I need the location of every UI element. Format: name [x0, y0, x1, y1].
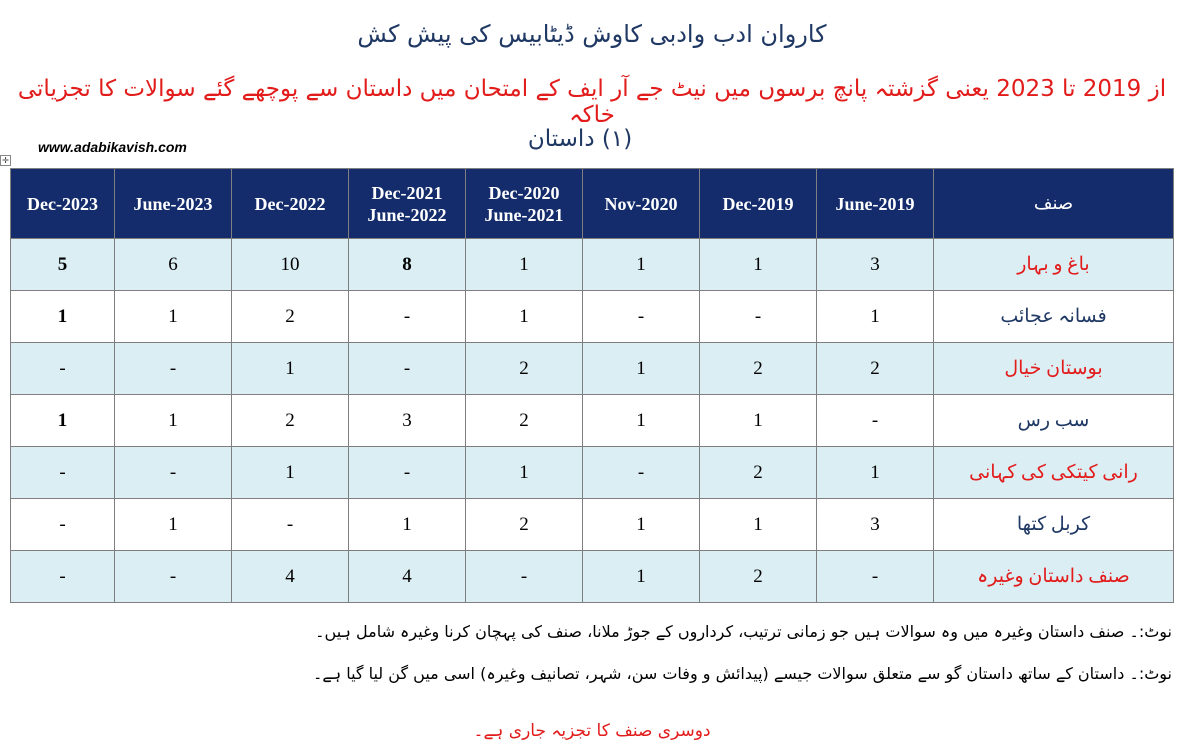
table-cell: -	[349, 343, 466, 395]
page-title: کاروان ادب وادبی کاوش ڈیٹابیس کی پیش کش	[357, 20, 827, 48]
table-cell: -	[11, 551, 115, 603]
table-cell: -	[11, 447, 115, 499]
table-cell: -	[115, 551, 232, 603]
column-header: Dec-2022	[232, 169, 349, 239]
table-row	[11, 291, 1174, 343]
table-body	[11, 239, 1174, 603]
footer-next-analysis: دوسری صنف کا تجزیہ جاری ہے۔	[473, 721, 711, 741]
table-cell: 1	[700, 239, 817, 291]
table-cell: 1	[583, 395, 700, 447]
table-row	[11, 499, 1174, 551]
table-cell: 4	[232, 551, 349, 603]
genre-cell: فسانہ عجائب	[934, 291, 1174, 343]
table-cell: 2	[700, 447, 817, 499]
table-cell: 2	[232, 395, 349, 447]
table-row	[11, 343, 1174, 395]
table-cell: 2	[817, 343, 934, 395]
column-header: Nov-2020	[583, 169, 700, 239]
table-cell: 2	[700, 551, 817, 603]
genre-cell: رانی کیتکی کی کہانی	[934, 447, 1174, 499]
table-cell: 1	[232, 447, 349, 499]
table-cell: 1	[583, 499, 700, 551]
table-cell: 1	[115, 395, 232, 447]
table-move-handle-icon[interactable]: ✛	[0, 155, 11, 166]
table-row	[11, 395, 1174, 447]
table-cell: 1	[466, 239, 583, 291]
table-cell: 2	[232, 291, 349, 343]
table-cell: 1	[700, 499, 817, 551]
note-genre-definition: نوٹ:۔ صنف داستان وغیرہ میں وہ سوالات ہیں جو زمانی ترتیب، کرداروں کے جوڑ ملانا، صنف کی پہچان کرنا وغیرہ شامل ہیں۔	[315, 622, 1172, 641]
table-cell: 2	[466, 499, 583, 551]
table-cell: 1	[115, 291, 232, 343]
table-cell: 1	[700, 395, 817, 447]
table-cell: 10	[232, 239, 349, 291]
table-cell: 3	[817, 239, 934, 291]
table-row	[11, 447, 1174, 499]
table-cell: 2	[466, 343, 583, 395]
table-cell: 1	[583, 343, 700, 395]
analysis-table	[10, 168, 1174, 603]
section-title: (۱) داستان	[527, 126, 633, 152]
table-cell: 1	[11, 291, 115, 343]
table-cell: 1	[817, 291, 934, 343]
genre-cell: سب رس	[934, 395, 1174, 447]
table-row	[11, 551, 1174, 603]
table-cell: 2	[700, 343, 817, 395]
genre-column-header: صنف	[934, 169, 1174, 239]
table-cell: -	[583, 447, 700, 499]
table-cell: 1	[349, 499, 466, 551]
table-cell: -	[700, 291, 817, 343]
table-cell: 1	[466, 447, 583, 499]
table-cell: 3	[817, 499, 934, 551]
table-cell: 1	[115, 499, 232, 551]
table-header-row	[11, 169, 1174, 239]
table-cell: -	[583, 291, 700, 343]
table-cell: 1	[466, 291, 583, 343]
table-row	[11, 239, 1174, 291]
table-cell: 8	[349, 239, 466, 291]
table-cell: -	[817, 395, 934, 447]
column-header: June-2023	[115, 169, 232, 239]
table-cell: -	[349, 447, 466, 499]
genre-cell: باغ و بہار	[934, 239, 1174, 291]
table-cell: 1	[232, 343, 349, 395]
table-cell: -	[11, 499, 115, 551]
column-header: Dec-2021 June-2022	[349, 169, 466, 239]
table-cell: -	[349, 291, 466, 343]
table-cell: 5	[11, 239, 115, 291]
table-cell: 1	[583, 551, 700, 603]
genre-cell: صنف داستان وغیرہ	[934, 551, 1174, 603]
column-header: June-2019	[817, 169, 934, 239]
table-cell: -	[817, 551, 934, 603]
page-subtitle: از 2019 تا 2023 یعنی گزشتہ پانچ برسوں میں نیٹ جے آر ایف کے امتحان میں داستان سے پوچھے گئے سوالات کا تجزیاتی خاکہ	[17, 76, 1167, 128]
table-cell: -	[115, 343, 232, 395]
table-cell: 1	[11, 395, 115, 447]
genre-cell: کربل کتھا	[934, 499, 1174, 551]
table-cell: 1	[817, 447, 934, 499]
genre-cell: بوستان خیال	[934, 343, 1174, 395]
table-cell: -	[11, 343, 115, 395]
column-header: Dec-2023	[11, 169, 115, 239]
column-header: Dec-2019	[700, 169, 817, 239]
table-cell: 3	[349, 395, 466, 447]
column-header: Dec-2020 June-2021	[466, 169, 583, 239]
website-link[interactable]: www.adabikavish.com	[38, 139, 187, 155]
table-cell: -	[466, 551, 583, 603]
table-cell: -	[115, 447, 232, 499]
table-cell: 4	[349, 551, 466, 603]
table-cell: -	[232, 499, 349, 551]
table-cell: 2	[466, 395, 583, 447]
table-cell: 1	[583, 239, 700, 291]
table-cell: 6	[115, 239, 232, 291]
note-storyteller-questions: نوٹ:۔ داستان کے ساتھ داستان گو سے متعلق سوالات جیسے (پیدائش و وفات سن، شہر، تصانیف وغیرہ) اسی میں گن لیا گیا ہے۔	[312, 664, 1172, 683]
